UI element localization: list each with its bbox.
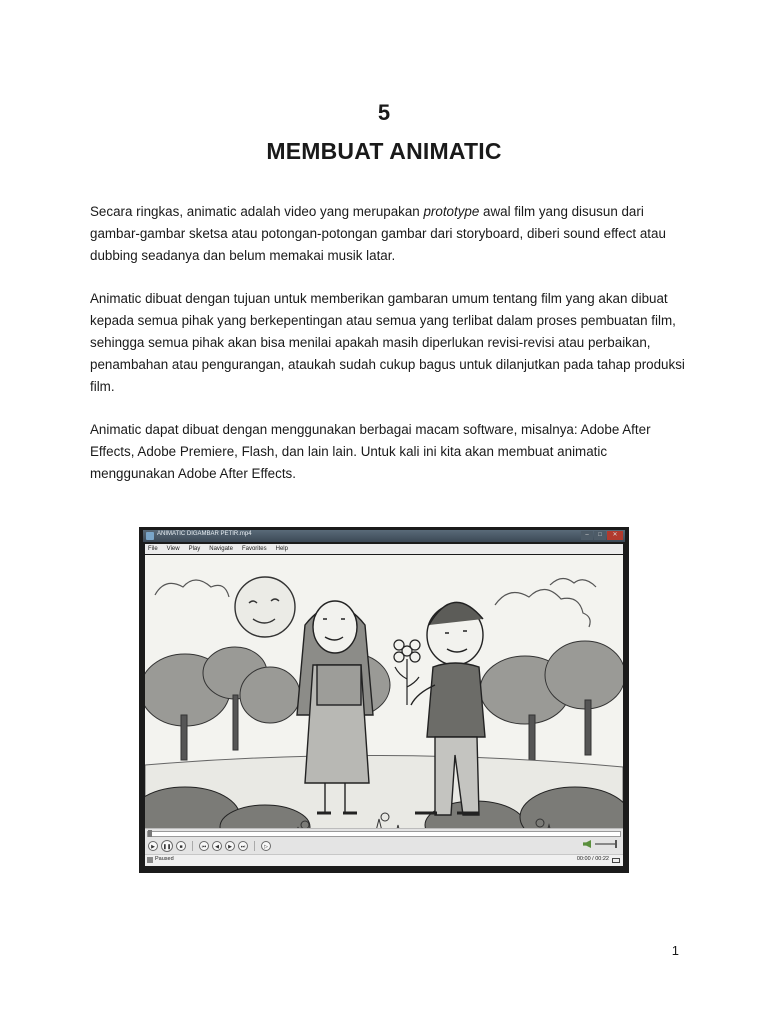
seek-bar[interactable] (147, 831, 621, 837)
minimize-icon[interactable]: – (581, 531, 593, 540)
player-menubar (145, 544, 623, 554)
separator (254, 841, 255, 851)
fast-forward-icon[interactable]: ▶ (225, 841, 235, 851)
sun-sketch (235, 577, 295, 637)
player-titlebar (143, 530, 625, 542)
separator (192, 841, 193, 851)
volume-icon[interactable] (583, 840, 591, 848)
paragraph-1-text-b: awal film yang disusun dari gambar-gambar sketsa atau potongan-potongan gambar dari storyboard, diberi sound effect atau dubbing seadanya dan belum memakai musik latar. (90, 204, 666, 263)
paragraph-2: Animatic dibuat dengan tujuan untuk memberikan gambaran umum tentang film yang akan dibuat kepada semua pihak yang berkepentingan atau semua yang terlibat dalam proses pembuatan film, sehingga semua pihak akan bisa menilai apakah masih diperlukan revisi-revisi atau perbaikan, penambahan atau pengurangan, ataukah sudah cukup bagus untuk dilanjutkan pada tahap produksi film. (90, 291, 685, 394)
menu-view[interactable]: View (166, 546, 180, 552)
step-icon[interactable]: ▷ (261, 841, 271, 851)
video-frame-sketch (145, 555, 623, 855)
status-icon (147, 857, 153, 863)
paragraph-3: Animatic dapat dibuat dengan menggunakan berbagai macam software, misalnya: Adobe After Effects, Adobe Premiere, Flash, dan lain lain. Untuk kali ini kita akan membuat animatic menggunakan Adobe After Effects. (90, 422, 651, 481)
window-buttons (581, 531, 623, 540)
transport-buttons (148, 840, 271, 852)
paragraph-1 (90, 201, 690, 267)
playback-status: Paused (155, 856, 174, 862)
media-player-screenshot (139, 527, 629, 873)
player-controls (145, 828, 623, 855)
menu-file[interactable]: File (148, 546, 158, 552)
paragraph-1-text-a: Secara ringkas, animatic adalah video yang merupakan (90, 204, 424, 219)
next-icon[interactable]: ⏭ (238, 841, 248, 851)
previous-icon[interactable]: ⏮ (199, 841, 209, 851)
player-statusbar (145, 854, 623, 866)
pause-icon[interactable]: ❚❚ (161, 840, 173, 852)
volume-control (583, 840, 617, 848)
rewind-icon[interactable]: ◀ (212, 841, 222, 851)
menu-help[interactable]: Help (275, 546, 288, 552)
maximize-icon[interactable]: □ (594, 531, 606, 540)
play-icon[interactable]: ▶ (148, 841, 158, 851)
app-icon (146, 532, 154, 540)
seek-thumb[interactable] (148, 830, 152, 837)
volume-thumb[interactable] (615, 840, 617, 848)
chapter-number: 5 (377, 100, 391, 125)
storyboard-sketch (145, 555, 623, 855)
menu-favorites[interactable]: Favorites (241, 546, 267, 552)
player-window-title: ANIMATIC DIGAMBAR PETIR.mp4 (157, 531, 252, 537)
page-number: 1 (671, 943, 679, 958)
paragraph-1-emphasis: prototype (423, 204, 480, 219)
girl-figure-sketch (297, 601, 373, 813)
stop-icon[interactable]: ■ (176, 841, 186, 851)
close-icon[interactable]: ✕ (607, 531, 623, 540)
chapter-title: MEMBUAT ANIMATIC (266, 138, 502, 164)
menu-navigate[interactable]: Navigate (209, 546, 233, 552)
volume-slider[interactable] (595, 843, 617, 845)
playback-time: 00:00 / 00:22 (576, 856, 609, 862)
fullscreen-icon[interactable] (612, 858, 620, 863)
menu-play[interactable]: Play (188, 546, 201, 552)
